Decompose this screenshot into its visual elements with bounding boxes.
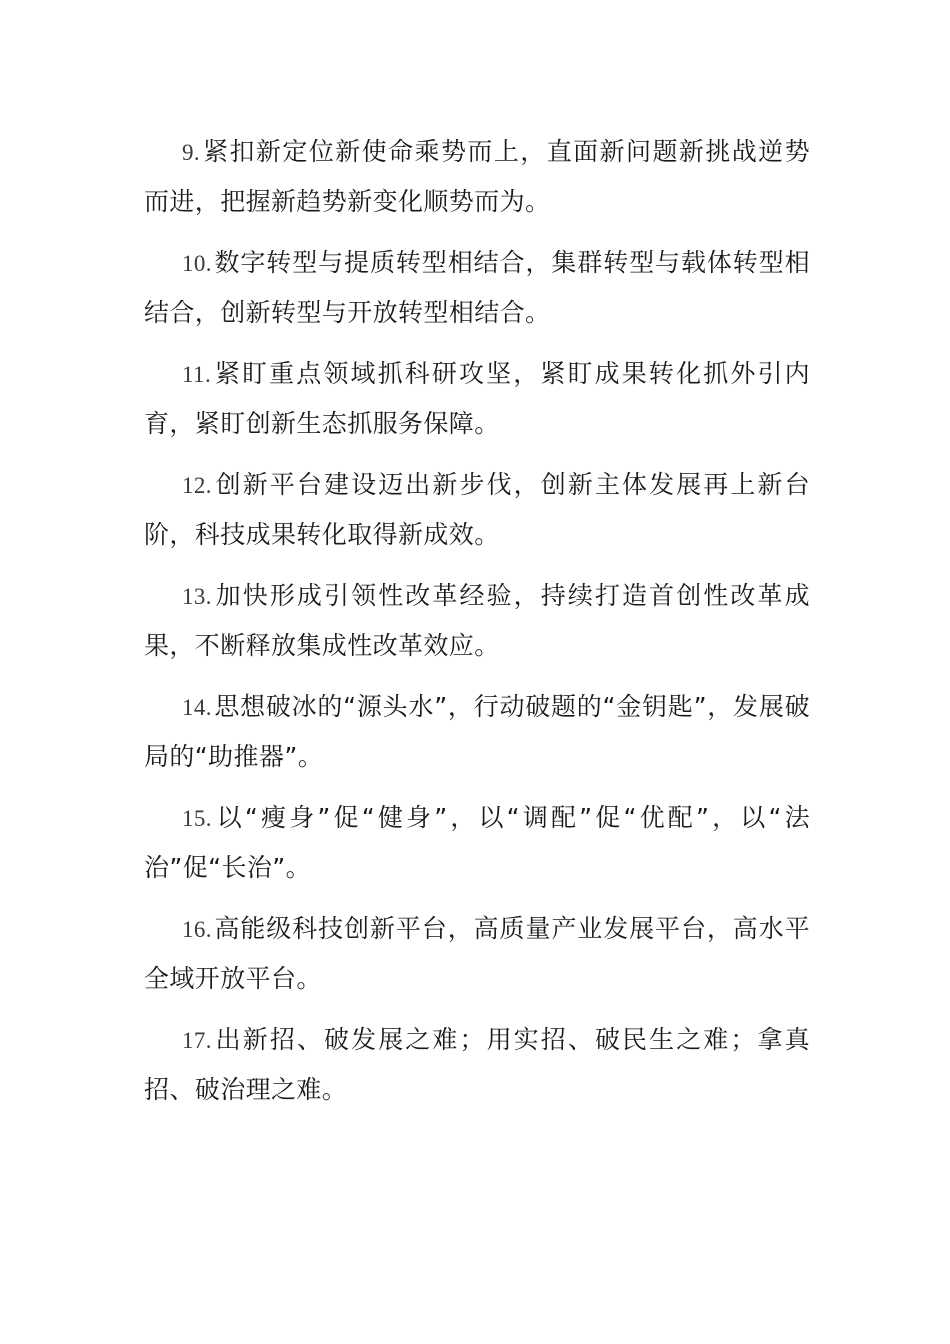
item-text: 以“瘦身”促“健身”，以“调配”促“优配”，以“法治”促“长治”。: [144, 803, 810, 882]
item-text: 紧扣新定位新使命乘势而上，直面新问题新挑战逆势而进，把握新趋势新变化顺势而为。: [144, 137, 810, 216]
item-text: 创新平台建设迈出新步伐，创新主体发展再上新台阶，科技成果转化取得新成效。: [144, 470, 810, 549]
paragraph-11: [144, 349, 810, 448]
paragraph-17: [144, 1015, 810, 1114]
item-text: 高能级科技创新平台，高质量产业发展平台，高水平全域开放平台。: [144, 914, 810, 993]
item-number: 9.: [182, 140, 201, 165]
item-number: 11.: [182, 362, 212, 387]
item-text: 出新招、破发展之难；用实招、破民生之难；拿真招、破治理之难。: [144, 1025, 810, 1104]
item-text: 思想破冰的“源头水”，行动破题的“金钥匙”，发展破局的“助推器”。: [144, 692, 810, 771]
paragraph-12: [144, 460, 810, 559]
paragraph-13: [144, 571, 810, 670]
item-number: 14.: [182, 695, 212, 720]
item-number: 13.: [182, 584, 212, 609]
paragraph-15: [144, 793, 810, 892]
item-number: 17.: [182, 1028, 212, 1053]
item-number: 16.: [182, 917, 212, 942]
paragraph-14: [144, 682, 810, 781]
item-text: 数字转型与提质转型相结合，集群转型与载体转型相结合，创新转型与开放转型相结合。: [144, 248, 810, 327]
item-number: 15.: [182, 806, 212, 831]
document-body: [144, 127, 810, 1126]
paragraph-16: [144, 904, 810, 1003]
item-text: 加快形成引领性改革经验，持续打造首创性改革成果，不断释放集成性改革效应。: [144, 581, 810, 660]
paragraph-10: [144, 238, 810, 337]
item-number: 10.: [182, 251, 212, 276]
paragraph-9: [144, 127, 810, 226]
item-text: 紧盯重点领域抓科研攻坚，紧盯成果转化抓外引内育，紧盯创新生态抓服务保障。: [144, 359, 810, 438]
item-number: 12.: [182, 473, 212, 498]
